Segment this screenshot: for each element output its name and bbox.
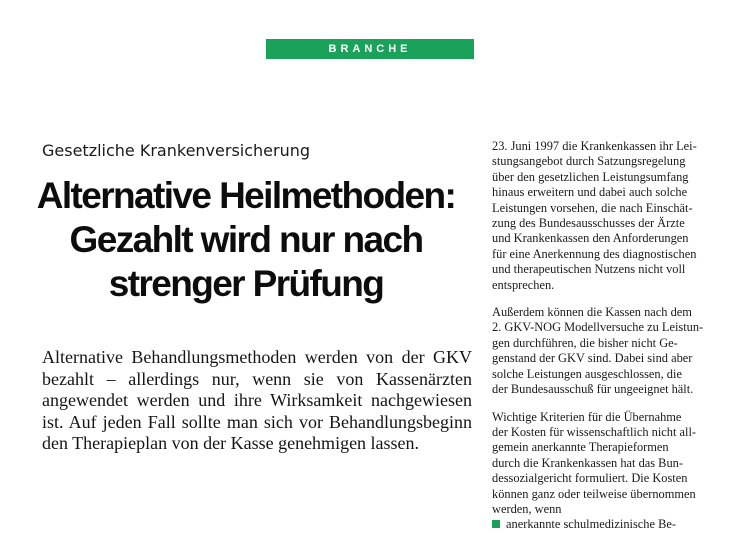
body-line: und therapeutischen Nutzens nicht voll [492, 262, 686, 277]
body-line: Leistungen vorsehen, die nach Einschät- [492, 200, 693, 215]
green-square-bullet-icon [492, 520, 500, 528]
body-paragraph-2 [492, 305, 706, 397]
body-line: entsprechen. [492, 277, 555, 292]
body-line: gemein anerkannte Therapieformen [492, 440, 669, 455]
body-line: durch die Krankenkassen hat das Bun- [492, 455, 683, 470]
body-line: genstand der GKV sind. Dabei sind aber [492, 351, 693, 366]
body-line: hinaus erweitern und dabei auch solche [492, 185, 688, 200]
headline-line-2: Gezahlt wird nur nach [69, 219, 423, 260]
body-line: Wichtige Kriterien für die Übernahme [492, 409, 682, 424]
body-line: solche Leistungen ausgeschlossen, die [492, 366, 682, 381]
body-line: können ganz oder teilweise übernommen [492, 486, 696, 501]
body-line: 23. Juni 1997 die Krankenkassen ihr Lei- [492, 139, 697, 153]
body-line: der Kosten für wissenschaftlich nicht all- [492, 424, 697, 439]
body-line: stungsangebot durch Satzungsregelung [492, 154, 686, 169]
body-line: zung des Bundesausschusses der Ärzte [492, 216, 685, 231]
bullet-text: anerkannte schulmedizinische Be- [506, 517, 676, 532]
article-lead: Alternative Behandlungsmethoden werden von der GKV bezahlt – allerdings nur, wenn sie von Kassenärzten angewendet werden und ihre Wirksamkeit nachgewiesen ist. Auf jeden Fall sollte man sich vor Behandlungsbeginn den Therapieplan von der Kasse genehmigen lassen. [42, 347, 472, 453]
body-column [492, 139, 706, 533]
section-tag: BRANCHE [266, 39, 474, 59]
body-line: 2. GKV-NOG Modellversuche zu Leistun- [492, 320, 704, 335]
article-headline [36, 174, 456, 306]
body-paragraph-3 [492, 410, 706, 518]
body-line: über den gesetzlichen Leistungsumfang [492, 169, 689, 184]
headline-line-1: Alternative Heilmethoden: [36, 175, 456, 216]
body-line: für eine Anerkennung des diagnostischen [492, 246, 697, 261]
article-kicker: Gesetzliche Krankenversicherung [42, 141, 311, 160]
body-paragraph-1 [492, 139, 706, 293]
headline-line-3: strenger Prüfung [108, 263, 384, 304]
body-line: der Bundesausschuß für ungeeignet hält. [492, 382, 694, 397]
body-line: gen durchführen, die bisher nicht Ge- [492, 335, 678, 350]
body-line: werden, wenn [492, 501, 562, 516]
body-line: Außerdem können die Kassen nach dem [492, 305, 692, 320]
body-line: und Krankenkassen den Anforderungen [492, 231, 689, 246]
bullet-item [492, 517, 706, 532]
body-line: dessozialgericht formuliert. Die Kosten [492, 471, 688, 486]
